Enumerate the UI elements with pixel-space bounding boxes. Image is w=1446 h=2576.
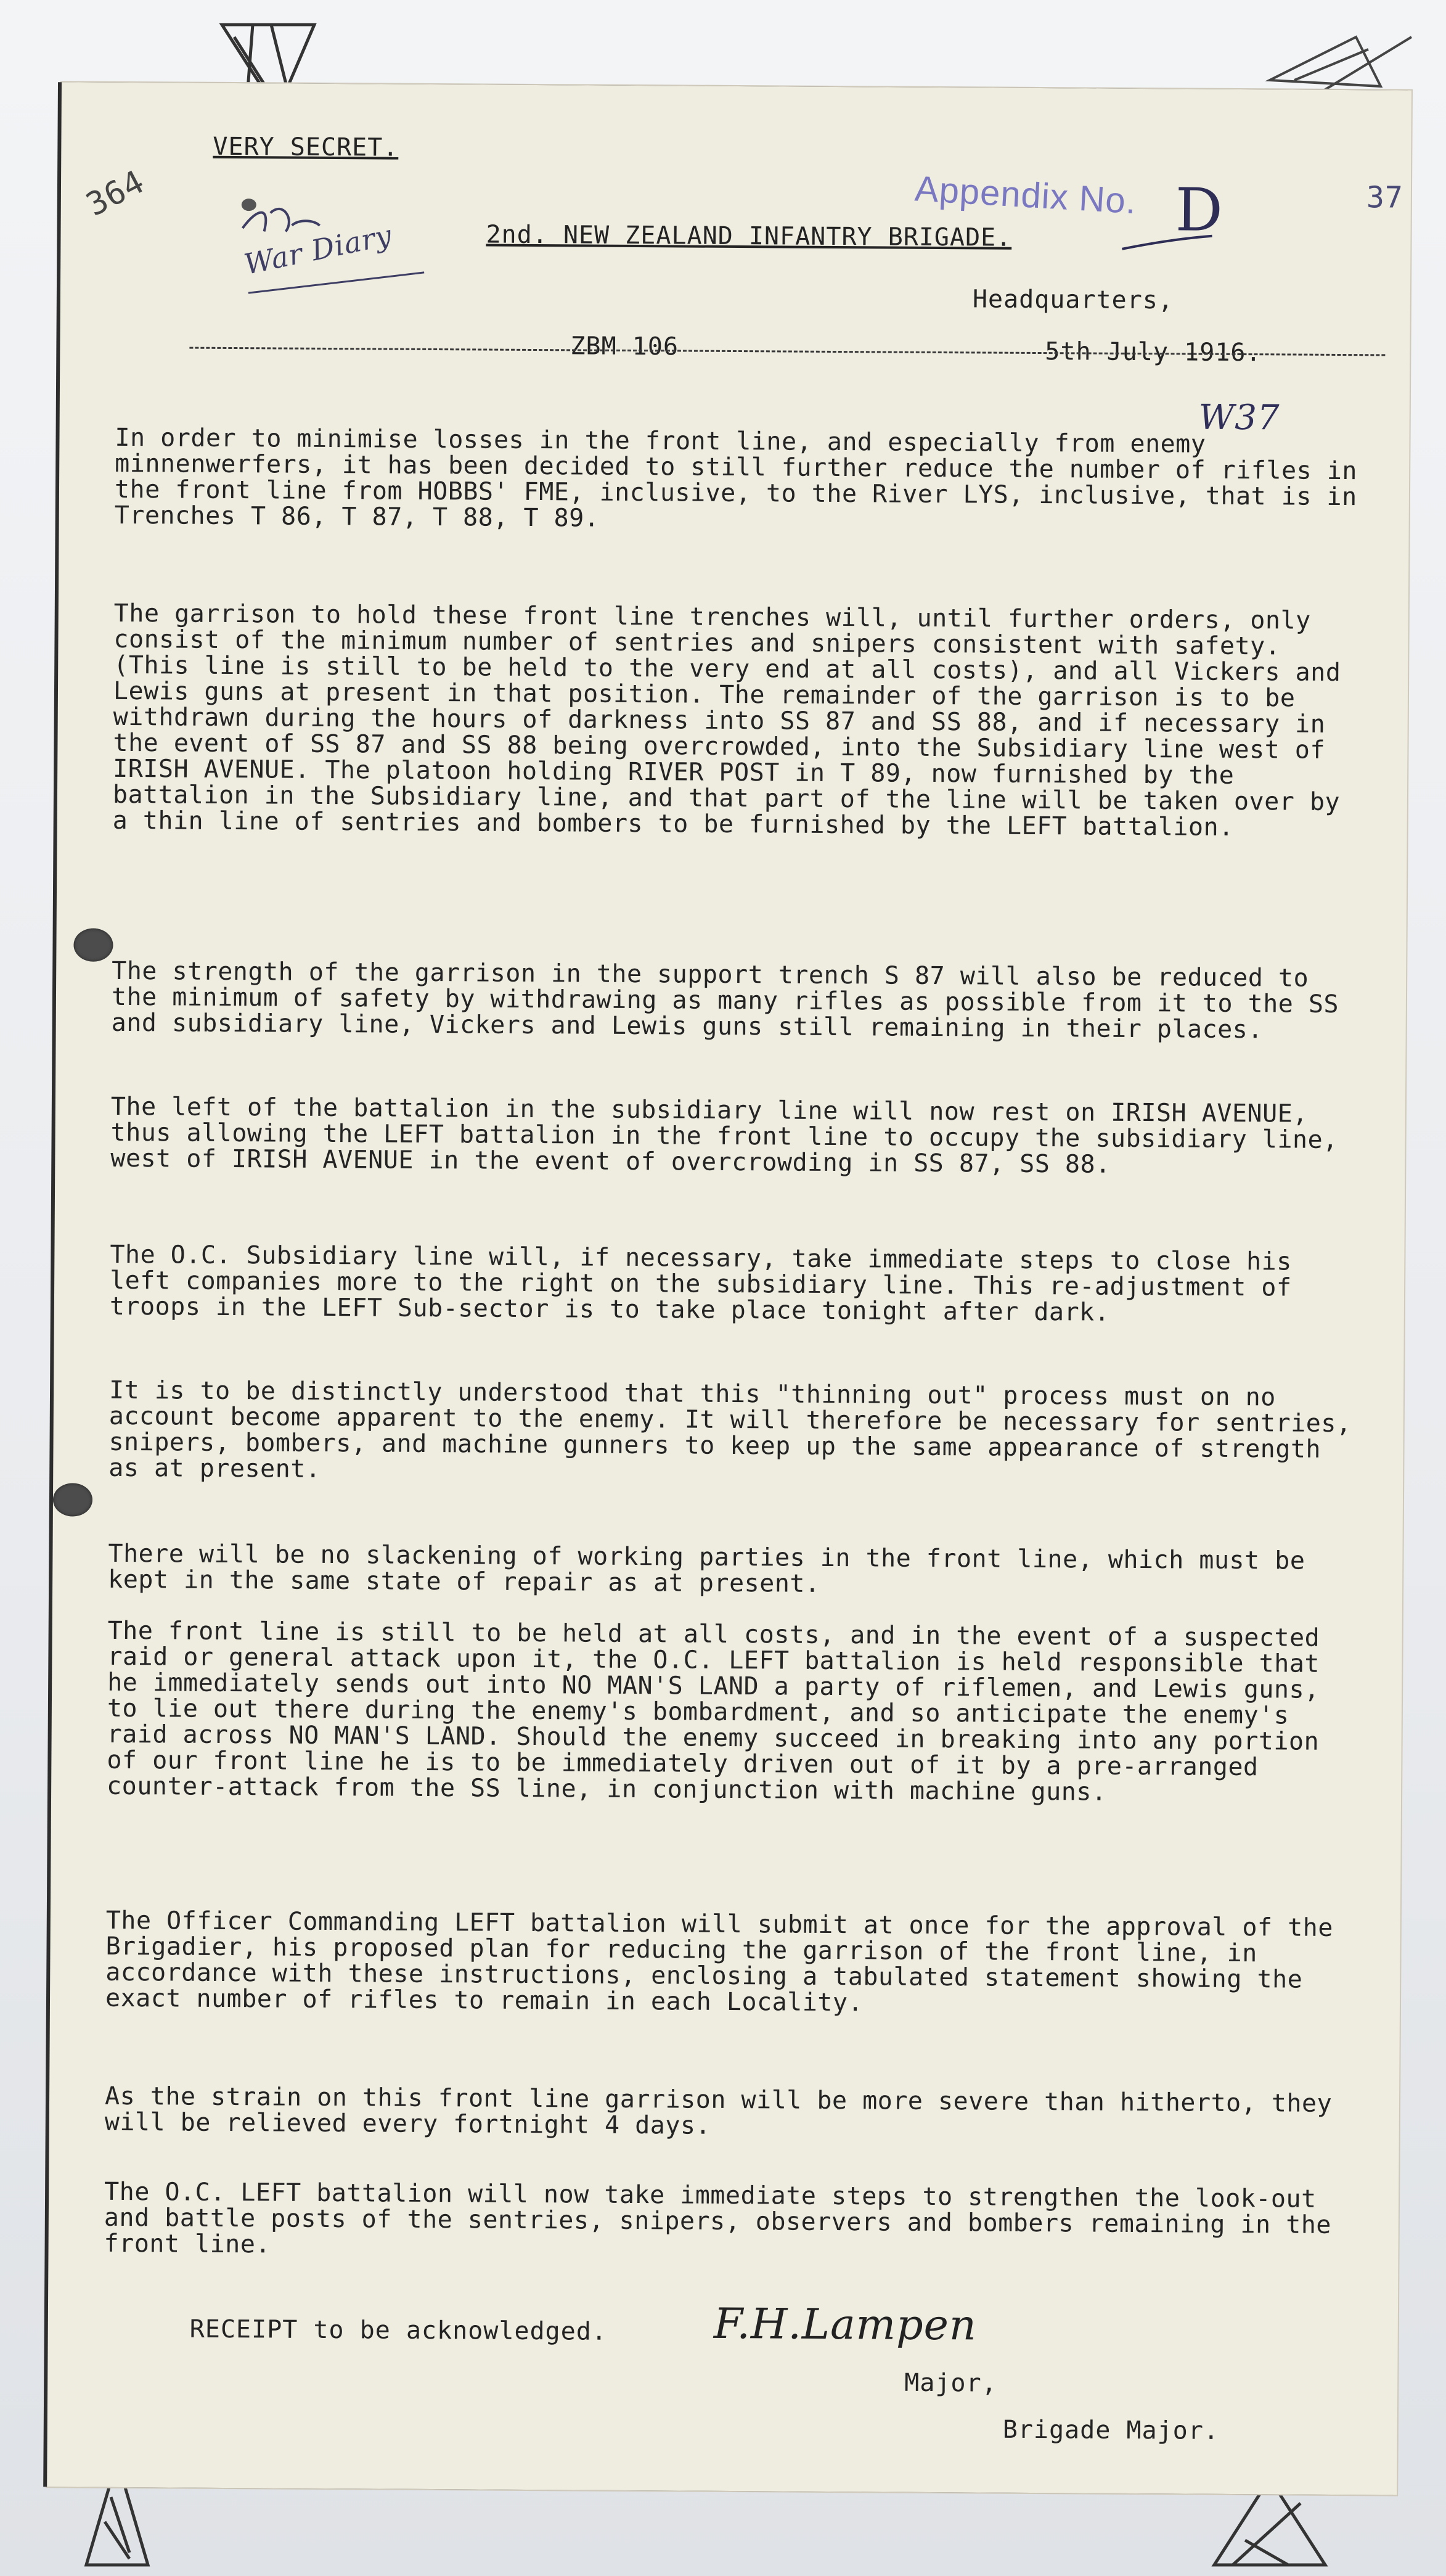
reference-number: ZBM 106 [570, 332, 679, 361]
signer-rank: Major, [904, 2368, 997, 2398]
appendix-stamp: Appendix No. [913, 168, 1138, 222]
receipt-line: RECEIPT to be acknowledged. [189, 2315, 608, 2346]
classification: VERY SECRET. [213, 132, 399, 162]
folio-number-right: 37 [1366, 180, 1403, 215]
handwritten-w37: W37 [1198, 397, 1280, 438]
handwritten-initials [233, 194, 332, 250]
paragraph-3: The strength of the garrison in the support trench S 87 will also be reduced to the minimum of safety by withdrawing as many rifles as possible from it to the SS and subsidiary line, Vickers and Lewis guns still remaining in their places. [111, 956, 1339, 1044]
folio-number-left: 364 [80, 163, 151, 224]
handwritten-note: War Diary [241, 218, 395, 281]
paragraph-8: The front line is still to be held at all costs, and in the event of a suspected raid or general attack upon it, the O.C. LEFT battalion is held responsible that he immediately sends out into NO MAN'S LAND a party of riflemen, and Lewis guns, to lie out there during the enemy's bombardment, and so anticipate the enemy's raid across NO MAN'S LAND. Should the enemy succeed in breaking into any portion of our front line he is to be immediately driven out of it by a pre-arranged counter-attack from the SS line, in conjunction with machine guns. [107, 1616, 1320, 1807]
document-date: 5th July 1916. [1045, 337, 1262, 367]
underline-scribble [245, 268, 430, 300]
punch-hole-lower [53, 1483, 92, 1516]
document-page [47, 82, 1411, 2495]
appendix-underline [1121, 231, 1213, 256]
appendix-letter: D [1175, 175, 1224, 245]
paragraph-6: It is to be distinctly understood that this "thinning out" process must on no account become apparent to the enemy. It will therefore be necessary for sentries, snipers, bombers, and machine gunners to keep up the same appearance of strength as at present. [108, 1376, 1352, 1483]
paragraph-9: The Officer Commanding LEFT battalion will submit at once for the approval of the Brigadier, his proposed plan for reducing the garrison of the front line, in accordance with these instructions, enclosing a tabulated statement showing the exact number of rifles to remain in each Locality. [105, 1906, 1334, 2017]
signer-role: Brigade Major. [1002, 2415, 1220, 2445]
signature: F.H.Lampen [713, 2299, 977, 2350]
paragraph-7: There will be no slackening of working parties in the front line, which must be kept in the same state of repair as at present. [108, 1539, 1305, 1598]
unit-heading: 2nd. NEW ZEALAND INFANTRY BRIGADE. [486, 220, 1012, 252]
paragraph-10: As the strain on this front line garrison will be more severe than hitherto, they will be relieved every fortnight 4 days. [104, 2082, 1333, 2140]
paragraph-11: The O.C. LEFT battalion will now take immediate steps to strengthen the look-out and battle posts of the sentries, snipers, observers and bombers remaining in the front line. [104, 2177, 1332, 2259]
paragraph-5: The O.C. Subsidiary line will, if necessary, take immediate steps to close his left companies more to the right on the subsidiary line. This re-adjustment of troops in the LEFT Sub-sector is to take place tonight after dark. [109, 1240, 1292, 1327]
paragraph-4: The left of the battalion in the subsidiary line will now rest on IRISH AVENUE, thus allowing the LEFT battalion in the front line to occupy the subsidiary line, west of IRISH AVENUE in the event of overcrowding in SS 87, SS 88. [110, 1092, 1338, 1179]
headquarters: Headquarters, [972, 285, 1174, 315]
paragraph-2: The garrison to hold these front line trenches will, until further orders, only consist of the minimum number of sentries and snipers consistent with safety. (This line is still to be held to the very end at all costs), and all Vickers and Lewis guns at present in that position. The remainder of the garrison is to be withdrawn during the hours of darkness into SS 87 and SS 88, and if necessary in the event of SS 87 and SS 88 being overcrowded, into the Subsidiary line west of IRISH AVENUE. The platoon holding RIVER POST in T 89, now furnished by the battalion in the Subsidiary line, and that part of the line will be taken over by a thin line of sentries and bombers to be furnished by the LEFT battalion. [112, 599, 1341, 842]
punch-hole-upper [73, 928, 113, 961]
paragraph-1: In order to minimise losses in the front line, and especially from enemy minnenwerfers, it has been decided to still further reduce the number of rifles in the front line from HOBBS' FME, inclusive, to the River LYS, inclusive, that is in Trenches T 86, T 87, T 88, T 89. [114, 423, 1358, 533]
